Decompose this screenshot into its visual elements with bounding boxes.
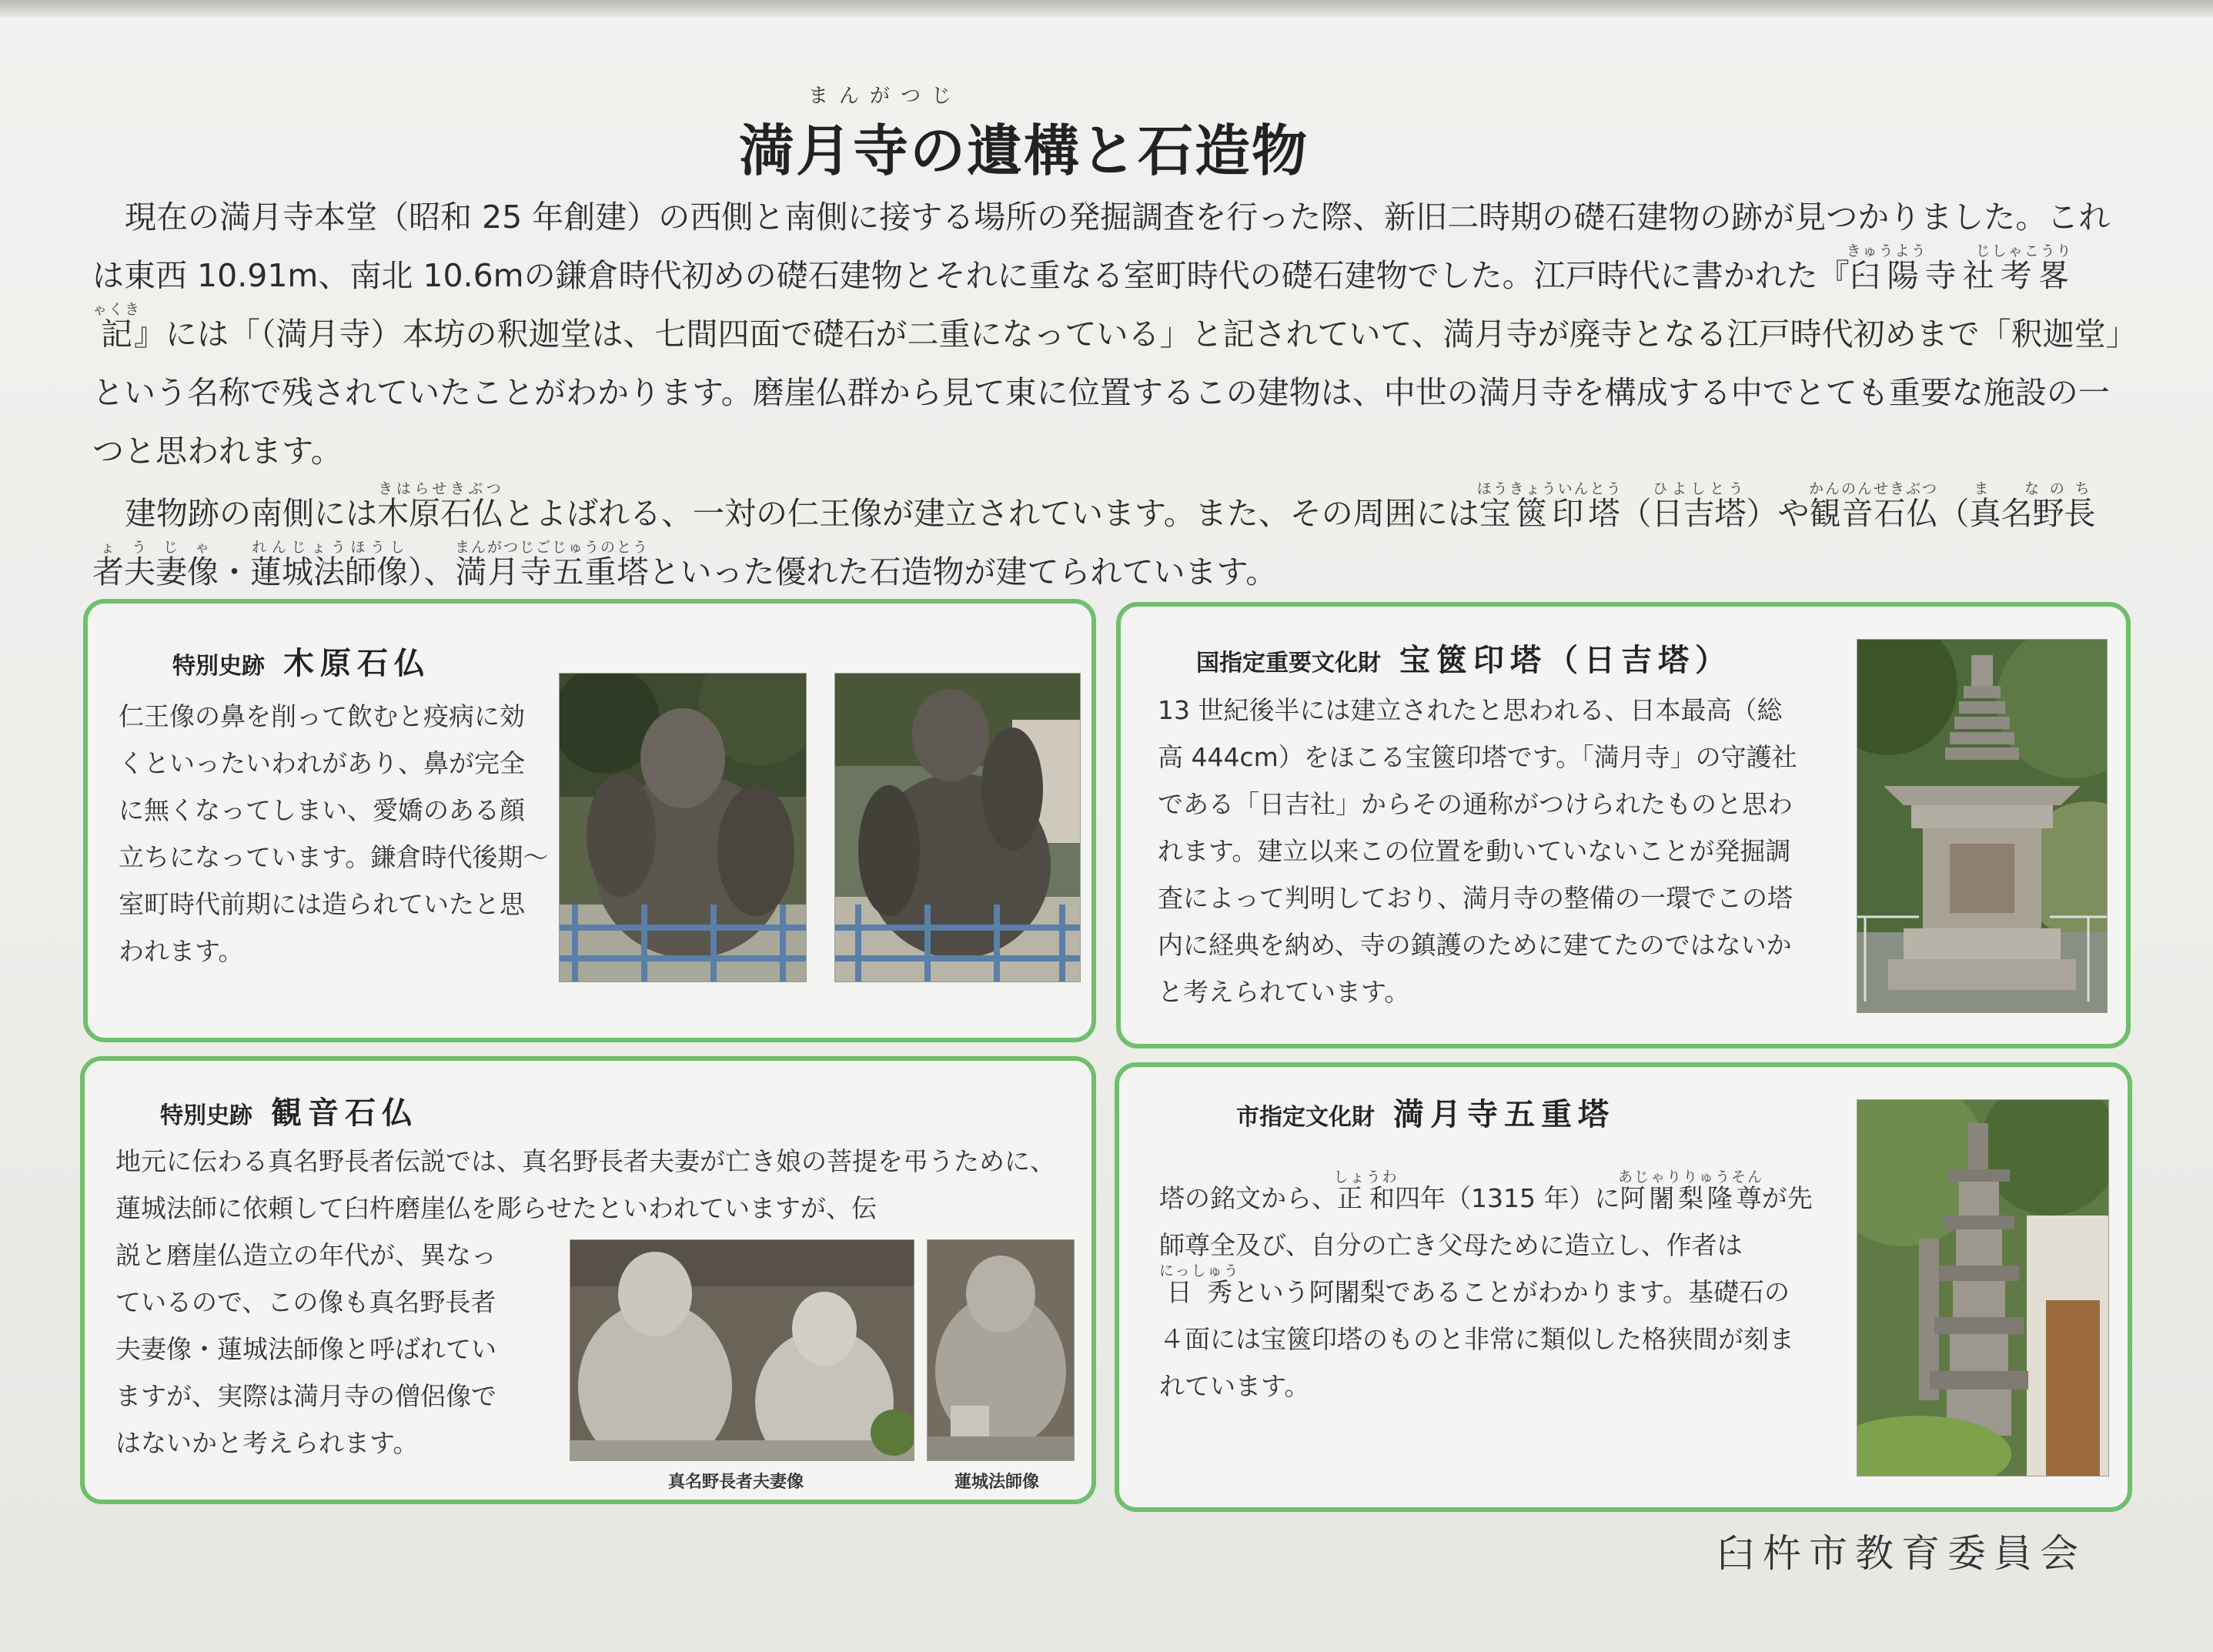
goju-r2: 阿闍梨隆尊: [1618, 1183, 1764, 1213]
goju-r1: 正和: [1333, 1183, 1399, 1213]
renjo-hoshi-photo: [927, 1239, 1075, 1461]
nio-statue-photo-right: [834, 673, 1081, 982]
goju-ruby-showa: [1333, 1169, 1399, 1213]
goju-r2t: あじゃりりゅうそん: [1618, 1169, 1764, 1185]
intro-p2-r3t: ひよしとう: [1651, 480, 1747, 497]
page-title: 満月寺の遺構と石造物: [739, 119, 1309, 183]
top-edge: [0, 0, 2213, 17]
photo-caption-couple: 真名野長者夫妻像: [668, 1473, 804, 1492]
panel-title: [1236, 1090, 1615, 1134]
intro-p2-r4t: かんのんせきぶつ: [1808, 480, 1938, 497]
goju-ruby-ajari: [1618, 1169, 1764, 1213]
panel-name: 宝篋印塔（日吉塔）: [1399, 643, 1732, 678]
intro-ruby-kannon: [1808, 480, 1938, 532]
panel-name: 満月寺五重塔: [1393, 1097, 1615, 1132]
intro-ruby-hiyoshi: [1651, 480, 1747, 532]
intro-p2-f: ・: [219, 553, 250, 590]
intro-text: [92, 188, 2124, 601]
goju-r3t: にっしゅう: [1159, 1262, 1240, 1279]
goju-r1t: しょうわ: [1333, 1169, 1399, 1185]
title-ruby: まんがつじ: [807, 85, 962, 108]
panel-category: 国指定重要文化財: [1196, 650, 1381, 677]
intro-p2-r5: 真名野長者夫妻像: [92, 495, 2096, 590]
hokyointo-photo: [1857, 639, 2108, 1013]
goju-t1: 塔の銘文から、: [1159, 1183, 1337, 1213]
publisher-footer: 臼杵市教育委員会: [1717, 1531, 2086, 1576]
intro-p2-r3: 日吉塔: [1651, 495, 1747, 532]
intro-p2-h: といった優れた石造物が建てられています。: [648, 553, 1278, 590]
panel-name: 木原石仏: [283, 646, 431, 681]
intro-p2-r5t: ま なのちょうじゃ: [92, 480, 2096, 556]
panel-gojunoto: [1115, 1062, 2132, 1512]
intro-paragraph-1: [92, 188, 2124, 480]
panel-text: 仁王像の鼻を削って飲むと疫病に効くといったいわれがあり、鼻が完全に無くなってしまい、愛嬌のある顔立ちになっています。鎌倉時代後期〜室町時代前期には造られていたと思われます。: [119, 701, 549, 966]
goju-ruby-nisshu: [1159, 1262, 1240, 1307]
intro-ruby-hokyo: [1476, 480, 1623, 532]
intro-p2-r1: 木原石仏: [377, 495, 503, 532]
panel-kannon-sekibutsu: [80, 1056, 1096, 1504]
intro-p2-b: とよばれる、一対の仁王像が建立されています。また、その周囲には: [503, 495, 1479, 532]
intro-p2-r1t: きはらせきぶつ: [377, 480, 503, 497]
panel-text: [1159, 1169, 1814, 1410]
intro-paragraph-2: [92, 480, 2124, 601]
intro-p1-r1: 臼陽寺社考畧記: [92, 257, 2073, 353]
nio-statue-photo-left: [559, 673, 807, 982]
intro-ruby-renjo: [250, 539, 408, 590]
panel-kihara-sekibutsu: [83, 599, 1096, 1042]
gojunoto-photo: [1857, 1099, 2109, 1476]
intro-p2-e: （: [1937, 495, 1970, 532]
intro-p2-r4: 観音石仏: [1808, 495, 1938, 532]
goju-t3: が先師尊全及び、自分の亡き父母ために造立し、作者は: [1159, 1183, 1813, 1260]
intro-p2-r2t: ほうきょういんとう: [1476, 480, 1623, 497]
intro-p2-a: 建物跡の南側には: [125, 495, 377, 532]
intro-ruby-goju: [455, 539, 650, 590]
intro-p2-r6t: れんじょうほうし: [250, 539, 408, 556]
panel-title: [172, 639, 431, 683]
panel-name: 観音石仏: [271, 1095, 419, 1131]
panel-category: 特別史跡: [160, 1102, 252, 1129]
goju-t4: という阿闍梨であることがわかります。基礎石の４面には宝篋印塔のものと非常に類似した格狭間が刻まれています。: [1159, 1277, 1794, 1401]
goju-t2: 四年（1315 年）に: [1395, 1183, 1620, 1213]
intro-p2-r7: 満月寺五重塔: [455, 553, 650, 590]
panel-category: 市指定文化財: [1236, 1104, 1375, 1131]
intro-p2-g: ）、: [408, 553, 456, 590]
panel-title: [1196, 636, 1732, 680]
panel-text-top: 地元に伝わる真名野長者伝説では、真名野長者夫妻が亡き娘の菩提を弔うために、蓮城法師に依頼して臼杵磨崖仏を彫らせたといわれていますが、伝: [115, 1146, 1055, 1223]
intro-p2-c: （: [1620, 495, 1652, 532]
intro-p1-b: 』には「（満月寺）本坊の釈迦堂は、七間四面で礎石が二重になっている」と記されていて、満月寺が廃寺となる江戸時代初めまで「釈迦堂」という名称で残されていたことがわかります。磨崖仏群から見て東に位置するこの建物は、中世の満月寺を構成する中でとても重要な施設の一つと思われます。: [92, 316, 2122, 470]
panel-category: 特別史跡: [172, 653, 265, 680]
intro-p1-a: 現在の満月寺本堂（昭和 25 年創建）の西側と南側に接する場所の発掘調査を行った際、新旧二時期の礎石建物の跡が見つかりました。これは東西 10.91m、南北 10.6mの鎌倉時代初めの礎石建物とそれに重なる室町時代の礎石建物でした。江戸時代に書かれた『: [92, 199, 2111, 294]
intro-p1-r1t: きゅうよう じしゃこうりゃくき: [92, 242, 2073, 318]
panel-text-side: 説と磨崖仏造立の年代が、異なっているので、この像も真名野長者夫妻像・蓮城法師像と呼ばれていますが、実際は満月寺の僧侶像ではないかと考えられます。: [115, 1240, 496, 1458]
intro-p2-r7t: まんがつじごじゅうのとう: [455, 539, 650, 556]
goju-r3: 日秀: [1159, 1277, 1240, 1307]
panel-title: [160, 1089, 419, 1132]
intro-ruby-kihara: [377, 480, 503, 532]
intro-p2-d: ）や: [1746, 495, 1810, 532]
intro-p2-r6: 蓮城法師像: [250, 553, 408, 590]
panel-text: 13 世紀後半には建立されたと思われる、日本最高（総高 444cm）をほこる宝篋印塔です。「満月寺」の守護社である「日吉社」からその通称がつけられたものと思われます。建立以来この位置を動いていないことが発掘調査によって判明しており、満月寺の整備の一環でこの塔内に経典を納め、寺の鎮護のために建てたのではないかと考えられています。: [1158, 695, 1797, 1007]
manano-choja-couple-photo: [570, 1239, 914, 1461]
photo-caption-renjo: 蓮城法師像: [954, 1473, 1040, 1492]
intro-p2-r2: 宝篋印塔: [1476, 495, 1623, 532]
panel-hokyointo: [1116, 602, 2131, 1048]
